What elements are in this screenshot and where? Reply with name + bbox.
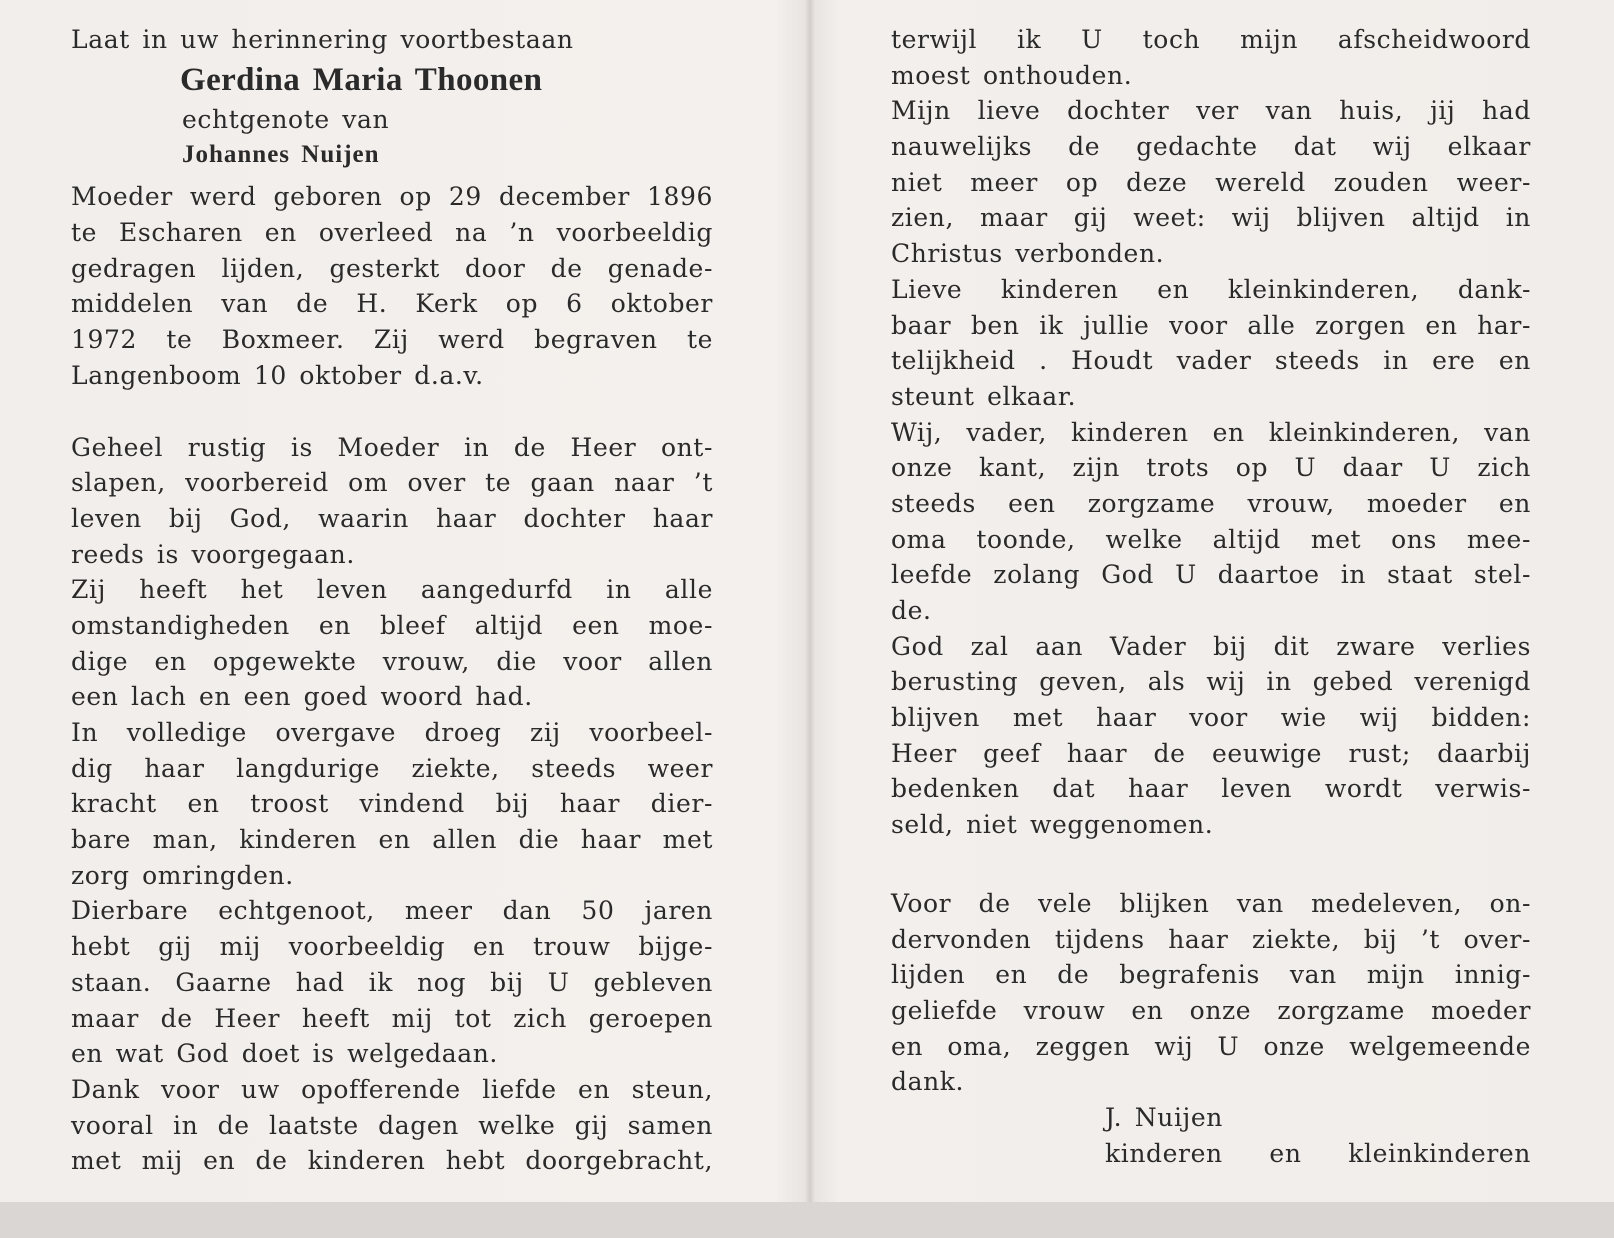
paragraph-gap: [891, 879, 1531, 886]
text-line: steeds een zorgzame vrouw, moeder en: [891, 488, 1531, 518]
text-line: telijkheid . Houdt vader steeds in ere en: [891, 346, 1531, 376]
text-line: Zij heeft het leven aangedurfd in alle: [71, 575, 713, 605]
signature-family: [1105, 1136, 1531, 1172]
text-line: slapen, voorbereid om over te gaan naar ’t: [71, 468, 713, 498]
text-line: Heer geef haar de eeuwige rust; daarbij: [891, 738, 1531, 768]
signature-word: en: [1269, 1138, 1302, 1168]
text-line: gedragen lijden, gesterkt door de genade-: [71, 253, 713, 283]
text-line: staan. Gaarne had ik nog bij U gebleven: [71, 967, 713, 997]
text-line: terwijl ik U toch mijn afscheidwoord: [891, 25, 1531, 54]
text-line: kracht en troost vindend bij haar dier-: [71, 789, 713, 819]
text-line: een lach en een goed woord had.: [71, 682, 533, 712]
text-line: vooral in de laatste dagen welke gij samen: [71, 1110, 713, 1140]
text-line: zorg omringden.: [71, 860, 294, 890]
text-line: berusting geven, als wij in gebed verenigd: [891, 667, 1531, 697]
text-line: In volledige overgave droeg zij voorbeel-: [71, 718, 713, 747]
text-line: steunt elkaar.: [891, 381, 1077, 411]
text-line: blijven met haar voor wie wij bidden:: [891, 703, 1531, 733]
text-line: onze kant, zijn trots op U daar U zich: [891, 453, 1531, 483]
text-line: niet meer op deze wereld zouden weer-: [891, 167, 1531, 197]
text-line: leefde zolang God U daartoe in staat stel-: [891, 560, 1531, 590]
text-line: Christus verbonden.: [891, 239, 1165, 269]
text-line: bedenken dat haar leven wordt verwis-: [891, 774, 1531, 804]
card-bottom-edge: [0, 1202, 1614, 1238]
paragraph-gap: [71, 394, 713, 430]
signature-name: J. Nuijen: [1105, 1102, 1223, 1132]
deceased-name: Gerdina Maria Thoonen: [180, 61, 543, 98]
spouse-label: echtgenote van: [182, 104, 390, 134]
text-line: omstandigheden en bleef altijd een moe-: [71, 610, 713, 640]
text-line: de.: [891, 596, 932, 625]
text-line: Lieve kinderen en kleinkinderen, dank-: [891, 274, 1531, 304]
text-line: God zal aan Vader bij dit zware verlies: [891, 631, 1531, 661]
text-line: baar ben ik jullie voor alle zorgen en har-: [891, 310, 1531, 340]
text-line: Dank voor uw opofferende liefde en steun,: [71, 1074, 713, 1104]
paragraph-gap: [891, 843, 1531, 879]
text-line: Wij, vader, kinderen en kleinkinderen, van: [891, 417, 1531, 447]
text-line: dig haar langdurige ziekte, steeds weer: [71, 753, 713, 783]
text-line: oma toonde, welke altijd met ons mee-: [891, 524, 1531, 554]
text-line: maar de Heer heeft mij tot zich geroepen: [71, 1003, 713, 1033]
intro-line: Laat in uw herinnering voortbestaan: [71, 25, 574, 54]
text-line: middelen van de H. Kerk op 6 oktober: [71, 289, 713, 319]
card-fold: [805, 0, 815, 1238]
text-line: seld, niet weggenomen.: [891, 810, 1214, 840]
text-line: lijden en de begrafenis van mijn innig-: [891, 960, 1531, 990]
text-line: zien, maar gij weet: wij blijven altijd in: [891, 203, 1531, 233]
text-line: bare man, kinderen en allen die haar met: [71, 825, 713, 855]
spouse-name: Johannes Nuijen: [182, 141, 380, 169]
text-line: dige en opgewekte vrouw, die voor allen: [71, 646, 713, 676]
right-page: [891, 22, 1531, 1171]
text-line: en wat God doet is welgedaan.: [71, 1039, 498, 1069]
text-line: Moeder werd geboren op 29 december 1896: [71, 182, 713, 212]
text-line: hebt gij mij voorbeeldig en trouw bijge-: [71, 932, 713, 962]
text-line: en oma, zeggen wij U onze welgemeende: [891, 1031, 1531, 1061]
farewell-continued-paragraph: [891, 22, 1531, 843]
text-line: reeds is voorgegaan.: [71, 539, 355, 569]
text-line: moest onthouden.: [891, 60, 1133, 90]
text-line: leven bij God, waarin haar dochter haar: [71, 503, 713, 533]
text-line: 1972 te Boxmeer. Zij werd begraven te: [71, 325, 713, 355]
text-line: dervonden tijdens haar ziekte, bij ’t over-: [891, 924, 1531, 954]
signature-word: kinderen: [1105, 1138, 1223, 1168]
text-line: Dierbare echtgenoot, meer dan 50 jaren: [71, 896, 713, 926]
signature-word: kleinkinderen: [1348, 1138, 1531, 1168]
text-line: Voor de vele blijken van medeleven, on-: [891, 888, 1531, 918]
text-line: dank.: [891, 1067, 965, 1097]
biography-paragraph: [71, 179, 713, 393]
text-line: te Escharen en overleed na ’n voorbeeldig: [71, 218, 713, 248]
text-line: Geheel rustig is Moeder in de Heer ont-: [71, 432, 713, 462]
text-line: geliefde vrouw en onze zorgzame moeder: [891, 995, 1531, 1025]
text-line: Langenboom 10 oktober d.a.v.: [71, 360, 484, 390]
thanks-paragraph: [891, 886, 1531, 1100]
farewell-paragraph: [71, 430, 713, 1179]
text-line: met mij en de kinderen hebt doorgebracht,: [71, 1146, 713, 1176]
text-line: nauwelijks de gedachte dat wij elkaar: [891, 132, 1531, 162]
text-line: Mijn lieve dochter ver van huis, jij had: [891, 96, 1531, 126]
left-page: [71, 22, 713, 1179]
